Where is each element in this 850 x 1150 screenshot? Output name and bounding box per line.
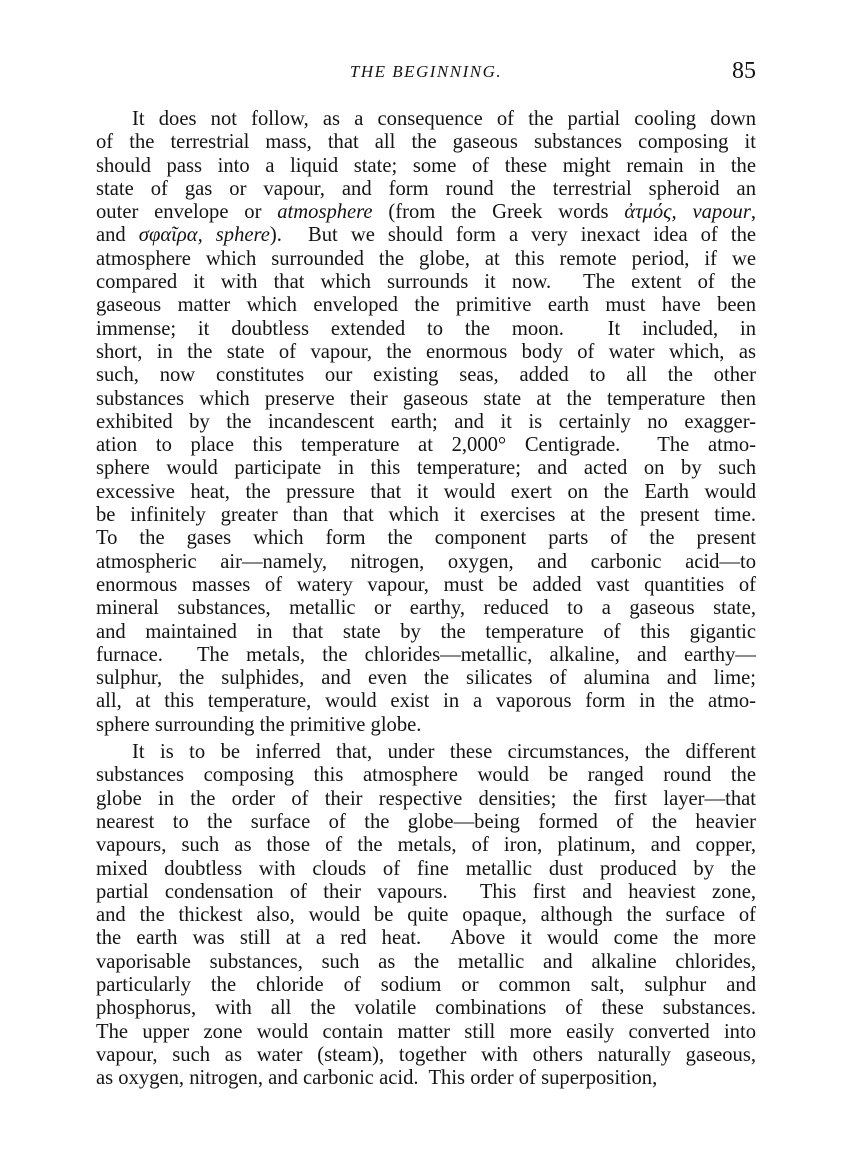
- italic-text-segment: atmosphere: [277, 201, 373, 224]
- text-line: [96, 364, 756, 387]
- text-line: [96, 318, 756, 341]
- text-segment: ,: [750, 201, 756, 224]
- text-line: [96, 644, 756, 667]
- text-segment: furnace. The metals, the chlorides—metallic, alkaline, and earthy—: [96, 643, 756, 666]
- text-segment: ation to place this temperature at 2,000° Centigrade. The atmo-: [96, 434, 756, 457]
- text-line: [96, 811, 756, 834]
- text-segment: as oxygen, nitrogen, and carbonic acid. This order of superposition,: [96, 1067, 658, 1090]
- text-line: [96, 527, 756, 550]
- text-segment: be infinitely greater than that which it exercises at the present time.: [96, 504, 756, 527]
- text-segment: immense; it doubtless extended to the moon. It included, in: [96, 317, 756, 340]
- text-line: [96, 667, 756, 690]
- text-line: [96, 1044, 756, 1067]
- text-segment: and the thickest also, would be quite opaque, although the surface of: [96, 904, 756, 927]
- text-line: [96, 294, 756, 317]
- text-segment: exhibited by the incandescent earth; and it is certainly no exagger-: [96, 410, 756, 433]
- text-line: [96, 457, 756, 480]
- paragraph: [96, 108, 756, 737]
- text-segment: atmospheric air—namely, nitrogen, oxygen, and carbonic acid—to: [96, 550, 756, 573]
- text-segment: vapour, such as water (steam), together with others naturally gaseous,: [96, 1043, 756, 1066]
- text-segment: substances composing this atmosphere would be ranged round the: [96, 764, 756, 787]
- text-segment: To the gases which form the component parts of the present: [96, 527, 756, 550]
- text-line: [96, 131, 756, 154]
- running-head: [96, 60, 756, 90]
- text-segment: short, in the state of vapour, the enormous body of water which, as: [96, 340, 756, 363]
- text-segment: It is to be inferred that, under these circumstances, the different: [132, 741, 756, 764]
- text-line: [96, 224, 756, 247]
- text-line: [96, 108, 756, 131]
- text-segment: sulphur, the sulphides, and even the silicates of alumina and lime;: [96, 667, 756, 690]
- text-line: [96, 481, 756, 504]
- text-line: [96, 1021, 756, 1044]
- text-segment: ). But we should form a very inexact idea of the: [269, 224, 757, 247]
- text-line: [96, 155, 756, 178]
- text-segment: state of gas or vapour, and form round the terrestrial spheroid an: [96, 177, 756, 200]
- text-line: [96, 178, 756, 201]
- text-line: [96, 764, 756, 787]
- text-segment: globe in the order of their respective densities; the first layer—that: [96, 787, 756, 810]
- text-line: [96, 388, 756, 411]
- text-segment: phosphorus, with all the volatile combinations of these substances.: [96, 997, 756, 1020]
- text-segment: of the terrestrial mass, that all the gaseous substances composing it: [96, 131, 756, 154]
- text-segment: excessive heat, the pressure that it would exert on the Earth would: [96, 480, 756, 503]
- page-number: 85: [732, 58, 756, 84]
- text-line: [96, 927, 756, 950]
- text-line: [96, 788, 756, 811]
- text-line: [96, 504, 756, 527]
- text-line: [96, 574, 756, 597]
- italic-text-segment: σφαῖρα, sphere: [138, 224, 270, 247]
- text-segment: and maintained in that state by the temperature of this gigantic: [96, 620, 756, 643]
- text-line: [96, 690, 756, 713]
- text-segment: the earth was still at a red heat. Above it would come the more: [96, 927, 756, 950]
- text-segment: mineral substances, metallic or earthy, reduced to a gaseous state,: [96, 597, 756, 620]
- text-line: [96, 1067, 756, 1090]
- text-line: [96, 997, 756, 1020]
- text-segment: It does not follow, as a consequence of the partial cooling down: [132, 108, 756, 130]
- text-segment: and: [96, 224, 139, 247]
- running-title: THE BEGINNING.: [349, 62, 503, 81]
- text-line: [96, 974, 756, 997]
- text-line: [96, 411, 756, 434]
- text-segment: substances which preserve their gaseous state at the temperature then: [96, 387, 756, 410]
- text-line: [96, 881, 756, 904]
- text-segment: vapours, such as those of the metals, of iron, platinum, and copper,: [96, 834, 756, 857]
- text-segment: partial condensation of their vapours. This first and heaviest zone,: [96, 880, 756, 903]
- italic-text-segment: ἀτμός, vapour: [624, 201, 751, 224]
- text-line: [96, 201, 756, 224]
- text-segment: enormous masses of watery vapour, must be added vast quantities of: [96, 573, 756, 596]
- text-segment: atmosphere which surrounded the globe, at this remote period, if we: [96, 247, 756, 270]
- text-segment: particularly the chloride of sodium or common salt, sulphur and: [96, 973, 756, 996]
- text-segment: mixed doubtless with clouds of fine metallic dust produced by the: [96, 857, 756, 880]
- text-line: [96, 834, 756, 857]
- text-line: [96, 951, 756, 974]
- text-line: [96, 904, 756, 927]
- text-line: [96, 551, 756, 574]
- text-segment: vaporisable substances, such as the metallic and alkaline chlorides,: [96, 950, 756, 973]
- text-line: [96, 248, 756, 271]
- text-segment: gaseous matter which enveloped the primitive earth must have been: [96, 294, 756, 317]
- text-line: [96, 858, 756, 881]
- text-segment: sphere surrounding the primitive globe.: [96, 713, 422, 736]
- text-line: [96, 341, 756, 364]
- text-segment: should pass into a liquid state; some of these might remain in the: [96, 154, 756, 177]
- text-line: [96, 271, 756, 294]
- text-segment: (from the Greek words: [372, 201, 625, 224]
- paragraph: [96, 741, 756, 1090]
- body-text: [96, 108, 756, 1090]
- text-segment: compared it with that which surrounds it now. The extent of the: [96, 271, 756, 294]
- text-line: [96, 741, 756, 764]
- text-line: [96, 714, 756, 737]
- text-line: [96, 597, 756, 620]
- text-line: [96, 621, 756, 644]
- text-segment: The upper zone would contain matter still more easily converted into: [96, 1020, 756, 1043]
- text-segment: all, at this temperature, would exist in a vaporous form in the atmo-: [96, 690, 756, 713]
- text-line: [96, 434, 756, 457]
- text-segment: sphere would participate in this temperature; and acted on by such: [96, 457, 756, 480]
- text-segment: outer envelope or: [96, 201, 278, 224]
- text-segment: nearest to the surface of the globe—being formed of the heavier: [96, 810, 756, 833]
- text-segment: such, now constitutes our existing seas, added to all the other: [96, 364, 756, 387]
